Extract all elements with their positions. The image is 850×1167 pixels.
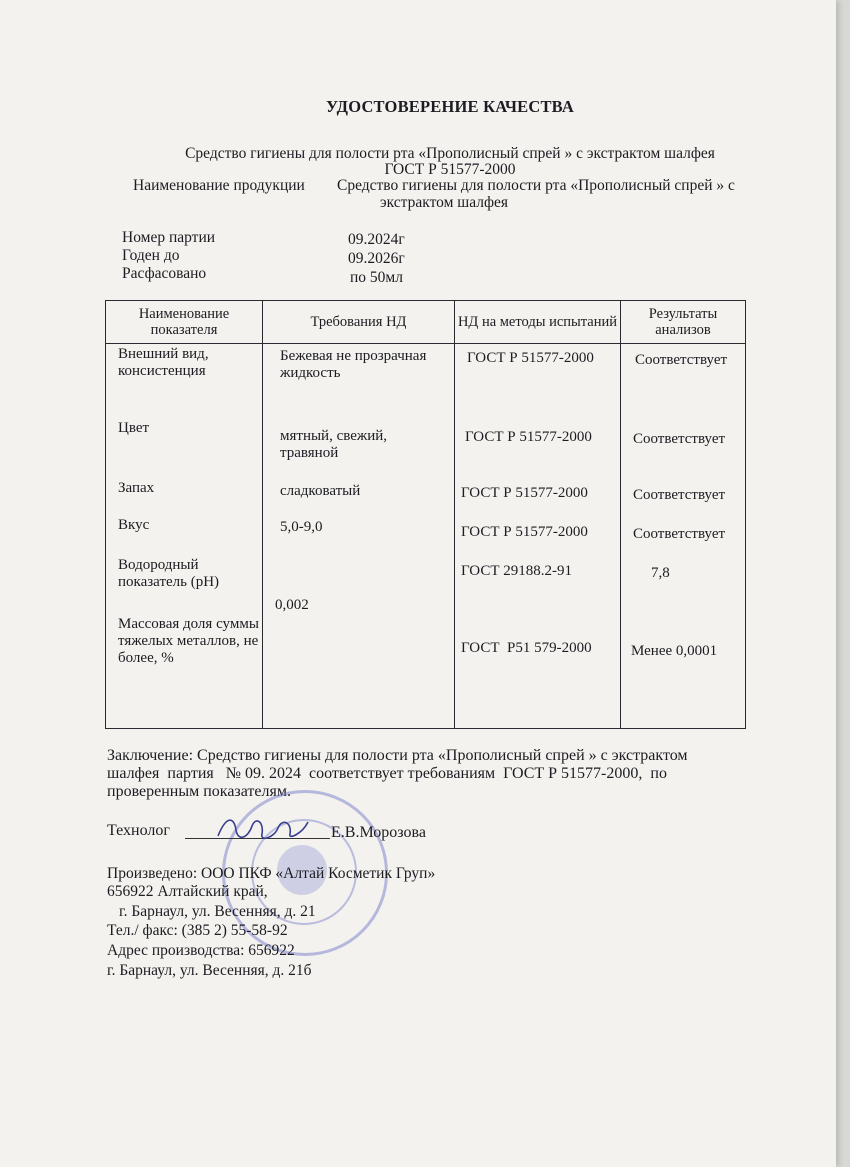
manufacturer-line-1: Произведено: ООО ПКФ «Алтай Косметик Груп»	[107, 865, 436, 882]
row-method: ГОСТ 29188.2-91	[461, 563, 572, 579]
row-method: ГОСТ Р 51577-2000	[467, 350, 594, 366]
quality-table	[105, 300, 746, 729]
expiry-value: 09.2026г	[348, 250, 405, 267]
row-requirement: сладковатый	[280, 483, 361, 499]
indicator-column	[106, 344, 263, 729]
signature-scribble	[212, 808, 312, 848]
header-method: НД на методы испытаний	[455, 301, 621, 344]
product-name-value-cont: экстрактом шалфея	[380, 194, 509, 211]
manufacturer-phone: Тел./ факс: (385 2) 55-58-92	[107, 922, 288, 939]
product-name-value: Средство гигиены для полости рта «Прополисный спрей » с	[337, 177, 735, 194]
header-requirement: Требования НД	[263, 301, 455, 344]
header-indicator: Наименование показателя	[106, 301, 263, 344]
batch-value: 09.2024г	[348, 231, 405, 248]
row-result: Менее 0,0001	[631, 643, 718, 659]
document-title: УДОСТОВЕРЕНИЕ КАЧЕСТВА	[326, 97, 574, 116]
conclusion-line-1: Заключение: Средство гигиены для полости рта «Прополисный спрей » с экстрактом	[107, 747, 688, 764]
production-address-line-2: г. Барнаул, ул. Весенняя, д. 21б	[107, 962, 312, 979]
standard-code: ГОСТ Р 51577-2000	[384, 161, 516, 178]
row-name: Цвет	[118, 420, 150, 436]
production-address-line-1: Адрес производства: 656922	[107, 942, 295, 959]
result-column	[621, 344, 746, 729]
table-header-row	[106, 301, 746, 344]
row-requirement: 5,0-9,0	[280, 519, 323, 535]
row-result: Соответствует	[633, 487, 726, 503]
technologist-label: Технолог	[107, 822, 170, 839]
packaging-value: по 50мл	[350, 269, 403, 286]
table-body-row	[106, 344, 746, 729]
technologist-name: Е.В.Морозова	[331, 824, 426, 841]
manufacturer-line-2: 656922 Алтайский край,	[107, 883, 268, 900]
row-name: Запах	[118, 480, 155, 496]
row-method: ГОСТ Р 51577-2000	[465, 429, 592, 445]
row-name: Вкус	[118, 517, 150, 533]
packaging-label: Расфасовано	[122, 265, 207, 282]
row-method: ГОСТ Р 51577-2000	[461, 485, 588, 501]
row-requirement: мятный, свежий, травяной	[280, 428, 388, 461]
row-requirement: Бежевая не прозрачная жидкость	[280, 348, 427, 381]
conclusion-line-3: проверенным показателям.	[107, 783, 291, 800]
method-column	[455, 344, 621, 729]
row-result: 7,8	[651, 565, 670, 581]
product-name-label: Наименование продукции	[133, 177, 305, 194]
row-method: ГОСТ Р51 579-2000	[461, 640, 592, 656]
manufacturer-line-3: г. Барнаул, ул. Весенняя, д. 21	[119, 903, 316, 920]
row-result: Соответствует	[633, 431, 726, 447]
row-result: Соответствует	[633, 526, 726, 542]
batch-label: Номер партии	[122, 229, 216, 246]
expiry-label: Годен до	[122, 247, 180, 264]
conclusion-line-2: шалфея партия № 09. 2024 соответствует требованиям ГОСТ Р 51577-2000, по	[107, 765, 667, 782]
row-method: ГОСТ Р 51577-2000	[461, 524, 588, 540]
row-name: Водородный показатель (pH)	[118, 557, 220, 590]
row-name: Массовая доля суммы тяжелых металлов, не более, %	[118, 616, 259, 666]
row-name: Внешний вид, консистенция	[118, 346, 209, 379]
row-requirement: 0,002	[275, 597, 309, 613]
row-result: Соответствует	[635, 352, 728, 368]
requirement-column	[263, 344, 455, 729]
product-subtitle: Средство гигиены для полости рта «Прополисный спрей » с экстрактом шалфея	[185, 145, 715, 162]
header-result: Результаты анализов	[621, 301, 746, 344]
